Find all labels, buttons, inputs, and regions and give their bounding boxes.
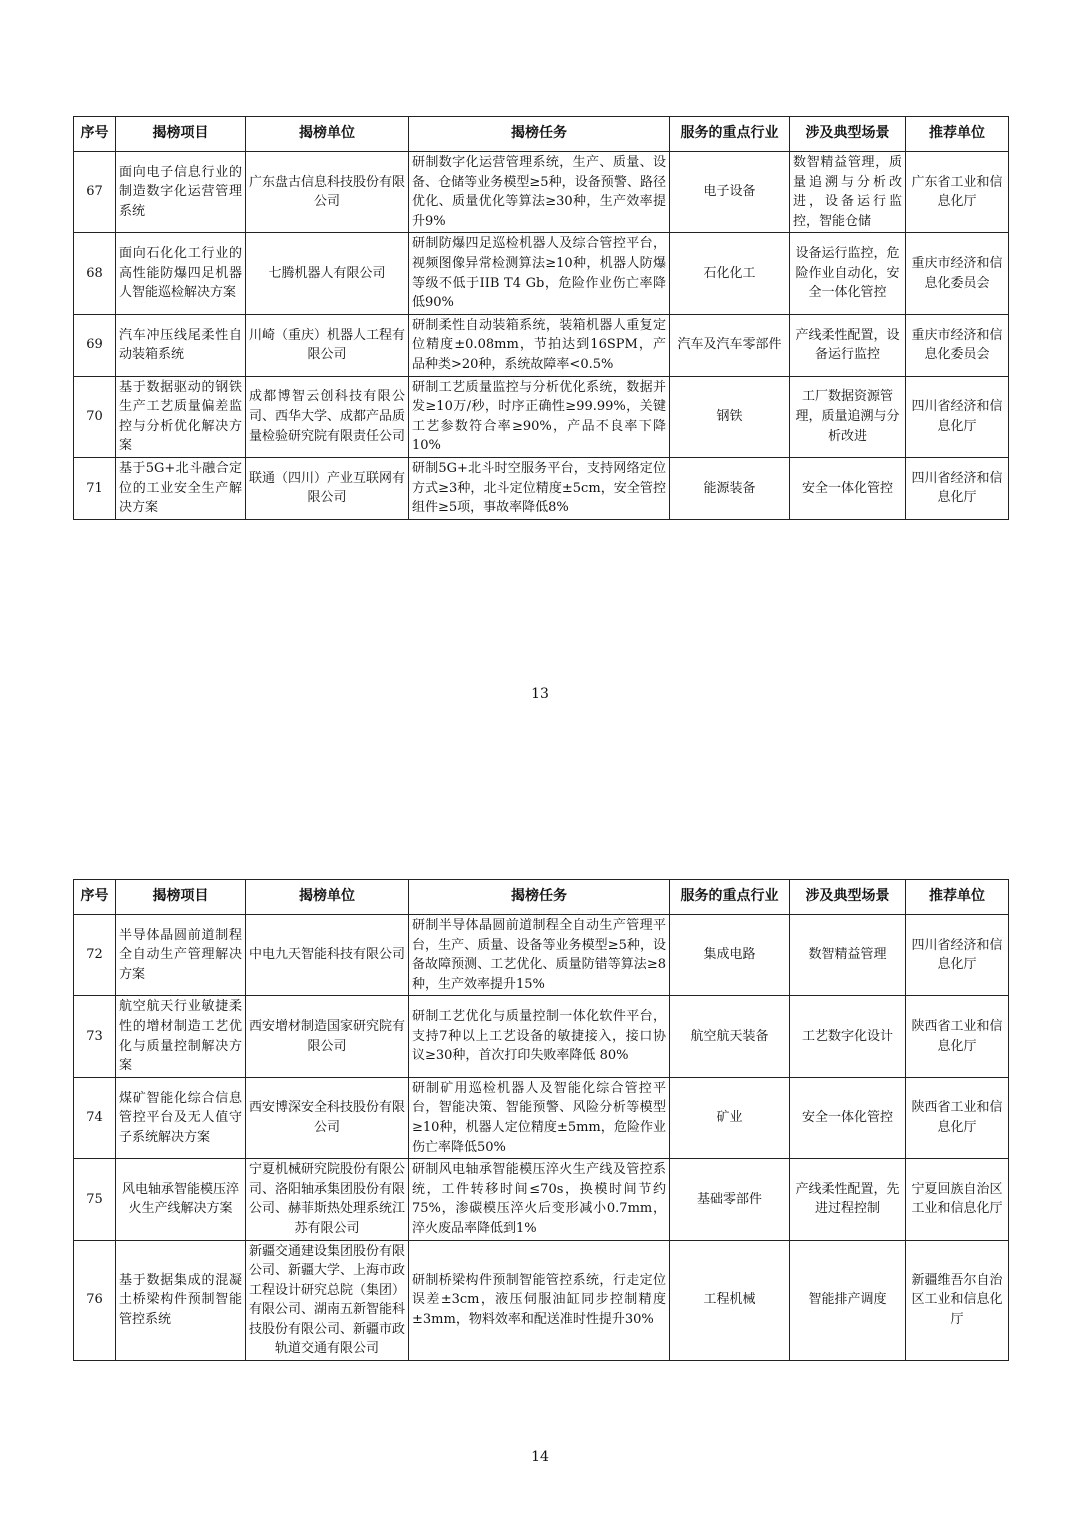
row-task: 研制半导体晶圆前道制程全自动生产管理平台，生产、质量、设备等业务模型≥5种，设备故障预测、工艺优化、质量防错等算法≥8种，生产效率提升15% [409,915,670,996]
row-industry: 电子设备 [670,152,790,233]
header-task: 揭榜任务 [409,117,670,152]
row-project: 半导体晶圆前道制程全自动生产管理解决方案 [116,915,246,996]
header-project: 揭榜项目 [116,117,246,152]
row-unit: 宁夏机械研究院股份有限公司、洛阳轴承集团股份有限公司、赫菲斯热处理系统江苏有限公司 [246,1159,409,1240]
row-industry: 基础零部件 [670,1159,790,1240]
row-industry: 集成电路 [670,915,790,996]
row-unit: 西安博深安全科技股份有限公司 [246,1077,409,1158]
row-scene: 智能排产调度 [790,1240,906,1361]
row-scene: 数智精益管理 [790,915,906,996]
row-industry: 航空航天装备 [670,996,790,1077]
row-scene: 安全一体化管控 [790,1077,906,1158]
header-project: 揭榜项目 [116,880,246,915]
row-task: 研制数字化运营管理系统，生产、质量、设备、仓储等业务模型≥5种，设备预警、路径优化、质量优化等算法≥30种，生产效率提升9% [409,152,670,233]
requirements-table-page-13 [73,116,1009,520]
table-row [74,1240,1009,1361]
table-row [74,1159,1009,1240]
row-recommender: 四川省经济和信息化厅 [906,376,1009,457]
row-unit: 成都博智云创科技有限公司、西华大学、成都产品质量检验研究院有限责任公司 [246,376,409,457]
page-number: 14 [531,1449,549,1465]
row-project: 基于数据驱动的钢铁生产工艺质量偏差监控与分析优化解决方案 [116,376,246,457]
table-header-row [74,117,1009,152]
table-row [74,152,1009,233]
row-industry: 石化化工 [670,233,790,314]
page-number: 13 [531,686,549,702]
row-scene: 安全一体化管控 [790,457,906,519]
row-industry: 能源装备 [670,457,790,519]
row-project: 煤矿智能化综合信息管控平台及无人值守子系统解决方案 [116,1077,246,1158]
row-unit: 广东盘古信息科技股份有限公司 [246,152,409,233]
row-project: 基于数据集成的混凝土桥梁构件预制智能管控系统 [116,1240,246,1361]
row-number: 76 [74,1240,116,1361]
row-task: 研制柔性自动装箱系统，装箱机器人重复定位精度±0.08mm，节拍达到16SPM，产品种类>20种，系统故障率<0.5% [409,314,670,376]
row-project: 面向电子信息行业的制造数字化运营管理系统 [116,152,246,233]
header-seq: 序号 [74,117,116,152]
row-industry: 工程机械 [670,1240,790,1361]
header-industry: 服务的重点行业 [670,880,790,915]
row-unit: 中电九天智能科技有限公司 [246,915,409,996]
row-task: 研制工艺优化与质量控制一体化软件平台，支持7种以上工艺设备的敏捷接入，接口协议≥30种，首次打印失败率降低 80% [409,996,670,1077]
row-task: 研制风电轴承智能模压淬火生产线及管控系统，工件转移时间≤70s，换模时间节约75%，渗碳模压淬火后变形减小0.7mm，淬火废品率降低到1% [409,1159,670,1240]
row-number: 68 [74,233,116,314]
header-scene: 涉及典型场景 [790,117,906,152]
row-recommender: 四川省经济和信息化厅 [906,915,1009,996]
row-scene: 工厂数据资源管理，质量追溯与分析改进 [790,376,906,457]
row-recommender: 陕西省工业和信息化厅 [906,996,1009,1077]
row-project: 面向石化化工行业的高性能防爆四足机器人智能巡检解决方案 [116,233,246,314]
header-unit: 揭榜单位 [246,117,409,152]
row-number: 67 [74,152,116,233]
row-industry: 矿业 [670,1077,790,1158]
header-task: 揭榜任务 [409,880,670,915]
row-unit: 新疆交通建设集团股份有限公司、新疆大学、上海市政工程设计研究总院（集团）有限公司、湖南五新智能科技股份有限公司、新疆市政轨道交通有限公司 [246,1240,409,1361]
table-header-row [74,880,1009,915]
row-unit: 西安增材制造国家研究院有限公司 [246,996,409,1077]
header-seq: 序号 [74,880,116,915]
header-recommender: 推荐单位 [906,117,1009,152]
table-row [74,233,1009,314]
header-unit: 揭榜单位 [246,880,409,915]
row-scene: 数智精益管理，质量追溯与分析改进，设备运行监控，智能仓储 [790,152,906,233]
row-number: 75 [74,1159,116,1240]
row-number: 72 [74,915,116,996]
table-row [74,376,1009,457]
header-industry: 服务的重点行业 [670,117,790,152]
row-recommender: 重庆市经济和信息化委员会 [906,233,1009,314]
row-industry: 钢铁 [670,376,790,457]
row-unit: 联通（四川）产业互联网有限公司 [246,457,409,519]
row-unit: 七腾机器人有限公司 [246,233,409,314]
row-number: 74 [74,1077,116,1158]
row-recommender: 重庆市经济和信息化委员会 [906,314,1009,376]
row-recommender: 新疆维吾尔自治区工业和信息化厅 [906,1240,1009,1361]
row-recommender: 陕西省工业和信息化厅 [906,1077,1009,1158]
row-scene: 产线柔性配置，先进过程控制 [790,1159,906,1240]
header-scene: 涉及典型场景 [790,880,906,915]
row-project: 汽车冲压线尾柔性自动装箱系统 [116,314,246,376]
row-unit: 川崎（重庆）机器人工程有限公司 [246,314,409,376]
row-number: 73 [74,996,116,1077]
row-task: 研制桥梁构件预制智能管控系统，行走定位误差±3cm，液压伺服油缸同步控制精度±3mm，物料效率和配送准时性提升30% [409,1240,670,1361]
row-number: 69 [74,314,116,376]
row-project: 航空航天行业敏捷柔性的增材制造工艺优化与质量控制解决方案 [116,996,246,1077]
row-project: 基于5G+北斗融合定位的工业安全生产解决方案 [116,457,246,519]
table-row [74,1077,1009,1158]
header-recommender: 推荐单位 [906,880,1009,915]
requirements-table-page-14 [73,879,1009,1361]
row-scene: 设备运行监控，危险作业自动化，安全一体化管控 [790,233,906,314]
row-industry: 汽车及汽车零部件 [670,314,790,376]
row-task: 研制5G+北斗时空服务平台，支持网络定位方式≥3种，北斗定位精度±5cm，安全管控组件≥5项，事故率降低8% [409,457,670,519]
table-row [74,915,1009,996]
row-task: 研制防爆四足巡检机器人及综合管控平台，视频图像异常检测算法≥10种，机器人防爆等级不低于IIB T4 Gb，危险作业伤亡率降低90% [409,233,670,314]
table-row [74,314,1009,376]
row-recommender: 宁夏回族自治区工业和信息化厅 [906,1159,1009,1240]
table-row [74,996,1009,1077]
row-number: 70 [74,376,116,457]
row-recommender: 四川省经济和信息化厅 [906,457,1009,519]
row-recommender: 广东省工业和信息化厅 [906,152,1009,233]
row-scene: 产线柔性配置，设备运行监控 [790,314,906,376]
row-scene: 工艺数字化设计 [790,996,906,1077]
row-number: 71 [74,457,116,519]
row-task: 研制矿用巡检机器人及智能化综合管控平台，智能决策、智能预警、风险分析等模型≥10种，机器人定位精度±5mm，危险作业伤亡率降低50% [409,1077,670,1158]
row-project: 风电轴承智能模压淬火生产线解决方案 [116,1159,246,1240]
row-task: 研制工艺质量监控与分析优化系统，数据并发≥10万/秒，时序正确性≥99.99%，关键工艺参数符合率≥90%，产品不良率下降10% [409,376,670,457]
table-row [74,457,1009,519]
